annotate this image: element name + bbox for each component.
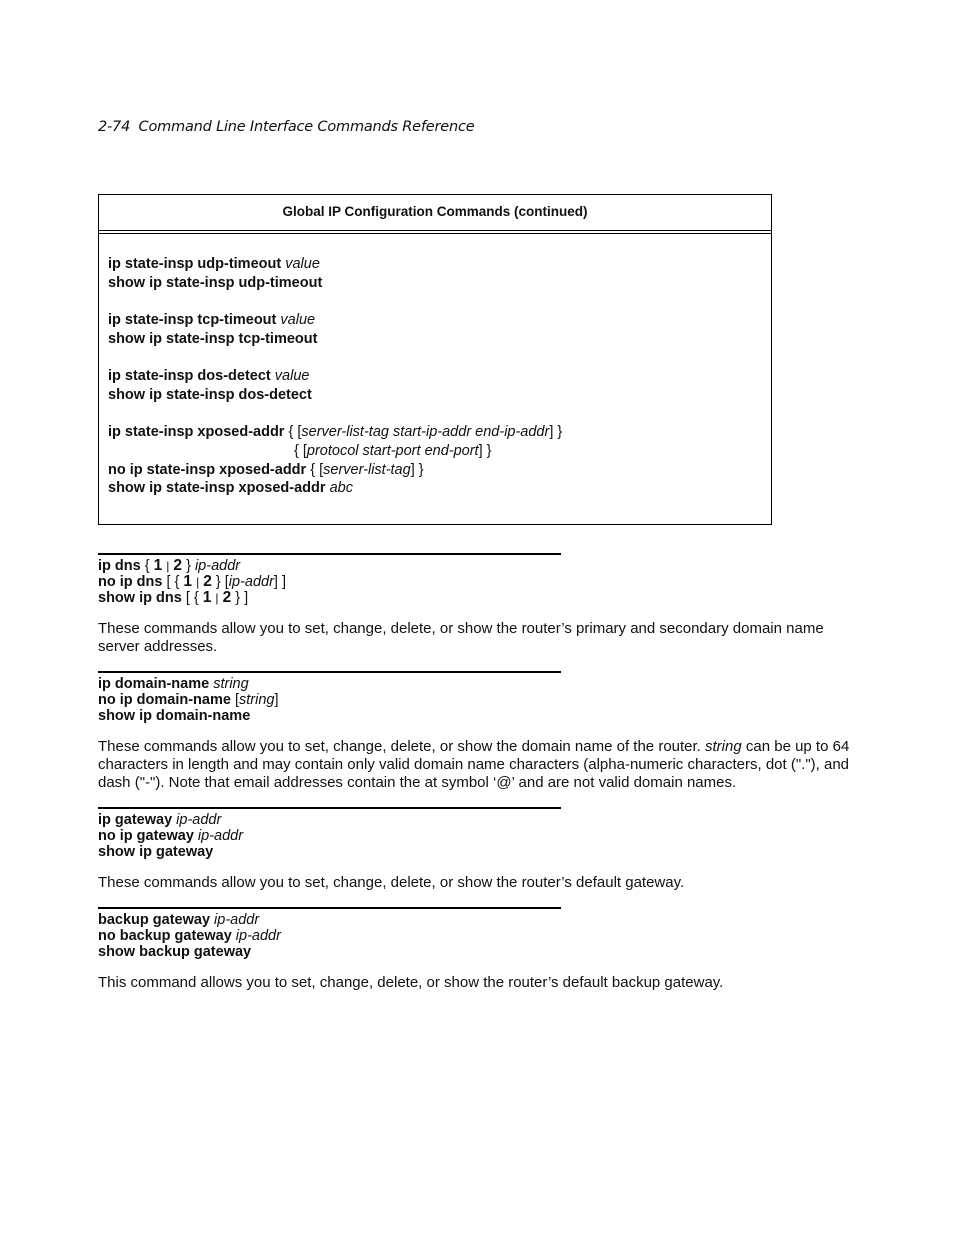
option-value: 2	[173, 557, 183, 574]
option-value: 1	[153, 557, 163, 574]
gateway-syntax-block	[98, 812, 243, 860]
table-row	[108, 386, 312, 405]
syntax-line	[98, 676, 278, 692]
table-header-divider	[99, 230, 771, 234]
command-argument: string	[213, 676, 249, 692]
command-keyword: ip gateway	[98, 812, 173, 828]
syntax-bracket: ] ]	[273, 574, 287, 590]
command-keyword: ip state-insp xposed-addr	[108, 424, 285, 440]
dns-description: These commands allow you to set, change, delete, or show the router’s primary and secondary domain name server addresses.	[98, 620, 824, 655]
syntax-bracket: {	[144, 558, 150, 574]
option-value: 2	[203, 573, 212, 590]
command-summary-table	[98, 194, 772, 525]
option-separator: |	[196, 575, 200, 589]
table-row	[108, 330, 317, 349]
command-argument: string	[238, 692, 275, 708]
command-argument: protocol start-port end-port	[306, 443, 479, 459]
command-argument: abc	[329, 480, 353, 496]
command-argument: ip-addr	[197, 828, 244, 844]
option-value: 1	[183, 573, 193, 590]
command-keyword: no ip gateway	[98, 828, 194, 844]
table-row-continuation	[294, 442, 491, 461]
syntax-line	[98, 590, 286, 606]
syntax-line	[98, 828, 243, 844]
syntax-bracket: ] }	[549, 424, 563, 440]
domain-description	[98, 738, 858, 792]
command-keyword: show ip dns	[98, 590, 182, 606]
command-argument: ip-addr	[176, 812, 222, 828]
command-keyword: backup gateway	[98, 912, 211, 928]
syntax-bracket: [ {	[185, 590, 199, 606]
running-header-title: Command Line Interface Commands Reference	[138, 119, 475, 135]
command-keyword: show ip domain-name	[98, 708, 251, 724]
command-keyword: ip domain-name	[98, 676, 210, 692]
running-header	[98, 119, 475, 135]
syntax-bracket: [ {	[166, 574, 180, 590]
backup-gateway-description: This command allows you to set, change, delete, or show the router’s default backup gateway.	[98, 974, 724, 991]
command-keyword: show ip state-insp tcp-timeout	[108, 331, 318, 347]
page-number: 2-74	[98, 119, 131, 135]
syntax-bracket: }	[186, 558, 191, 574]
table-row	[108, 479, 353, 498]
command-keyword: no ip domain-name	[98, 692, 231, 708]
table-row	[108, 367, 309, 386]
section-rule	[98, 553, 561, 555]
command-keyword: ip state-insp dos-detect	[108, 368, 271, 384]
command-argument: ip-addr	[194, 558, 241, 574]
table-row	[108, 274, 322, 293]
syntax-bracket: ]	[274, 692, 279, 708]
section-rule	[98, 807, 561, 809]
syntax-bracket: } ]	[235, 590, 249, 606]
command-argument: ip-addr	[214, 912, 260, 928]
description-argument: string	[705, 738, 742, 755]
syntax-line	[98, 558, 286, 574]
command-keyword: show ip state-insp udp-timeout	[108, 275, 323, 291]
syntax-bracket: { [	[310, 462, 324, 478]
table-row	[108, 461, 424, 480]
gateway-description: These commands allow you to set, change, delete, or show the router’s default gateway.	[98, 874, 685, 891]
syntax-bracket: ] }	[410, 462, 424, 478]
syntax-line	[98, 912, 281, 928]
syntax-line	[98, 844, 243, 860]
command-argument: ip-addr	[235, 928, 281, 944]
command-argument: server-list-tag	[323, 462, 411, 478]
domain-syntax-block	[98, 676, 278, 724]
option-separator: |	[166, 559, 170, 573]
command-keyword: show ip gateway	[98, 844, 214, 860]
description-text: These commands allow you to set, change, delete, or show the domain name of the router.	[98, 738, 706, 755]
syntax-line	[98, 812, 243, 828]
command-argument: value	[280, 312, 316, 328]
syntax-line	[98, 574, 286, 590]
table-row	[108, 311, 315, 330]
table-title: Global IP Configuration Commands (continued)	[282, 204, 588, 219]
syntax-line	[98, 708, 278, 724]
backup-gateway-syntax-block	[98, 912, 281, 960]
option-value: 2	[222, 589, 232, 606]
command-argument: value	[285, 256, 320, 272]
dns-syntax-block	[98, 558, 286, 606]
section-rule	[98, 671, 561, 673]
command-keyword: ip state-insp tcp-timeout	[108, 312, 277, 328]
command-keyword: show ip state-insp dos-detect	[108, 387, 312, 403]
command-keyword: no ip state-insp xposed-addr	[108, 462, 307, 478]
command-argument: server-list-tag start-ip-addr end-ip-addr	[301, 424, 550, 440]
command-keyword: show backup gateway	[98, 944, 252, 960]
syntax-bracket: } [	[215, 574, 229, 590]
syntax-line	[98, 692, 278, 708]
description-text: can be up to 64 characters in length and may contain only valid domain name characters (alpha-numeric characters, dot ("."), and dash ("-"). Note that email addresses contain the at symbol ‘@’ and are not valid domain names.	[98, 738, 850, 791]
command-keyword: ip state-insp udp-timeout	[108, 256, 282, 272]
syntax-bracket: { [	[294, 443, 307, 459]
syntax-bracket: { [	[288, 424, 302, 440]
command-keyword: no backup gateway	[98, 928, 232, 944]
command-keyword: show ip state-insp xposed-addr	[108, 480, 326, 496]
command-argument: value	[274, 368, 310, 384]
section-rule	[98, 907, 561, 909]
syntax-bracket: [	[234, 692, 239, 708]
syntax-bracket: ] }	[478, 443, 492, 459]
syntax-line	[98, 928, 281, 944]
command-argument: ip-addr	[228, 574, 274, 590]
option-separator: |	[215, 591, 219, 605]
command-keyword: no ip dns	[98, 574, 163, 590]
table-row	[108, 255, 320, 274]
syntax-line	[98, 944, 281, 960]
command-keyword: ip dns	[98, 558, 141, 574]
option-value: 1	[202, 589, 212, 606]
table-row	[108, 423, 562, 442]
